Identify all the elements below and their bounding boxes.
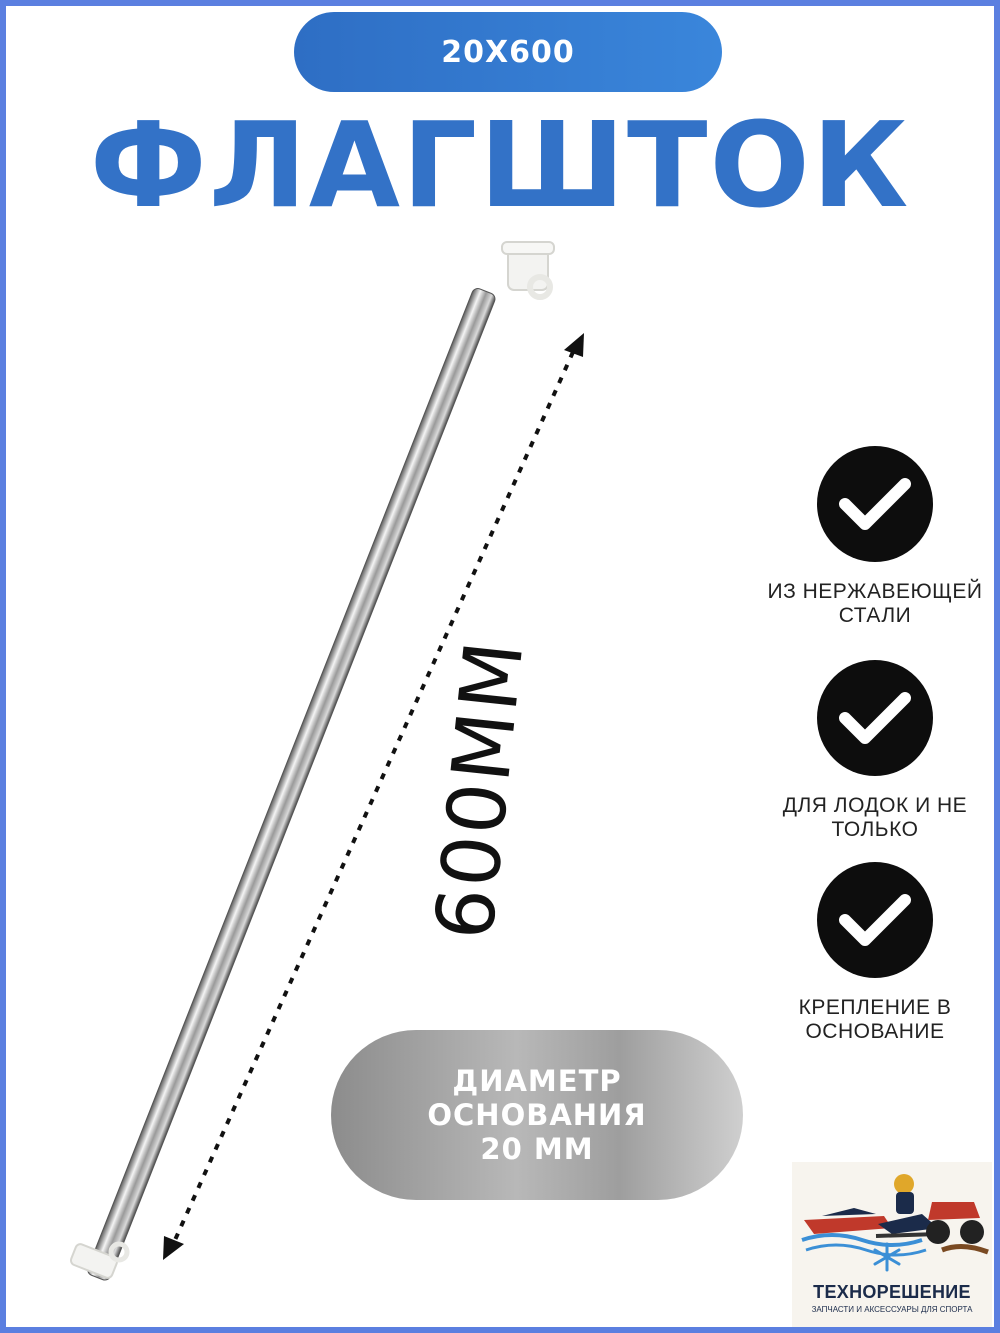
feature-stainless <box>760 446 990 628</box>
feature-mount <box>760 862 990 1044</box>
diameter-badge <box>331 1030 743 1200</box>
brand-tagline: ЗАПЧАСТИ И АКСЕССУАРЫ ДЛЯ СПОРТА <box>811 1305 973 1314</box>
product-title: ФЛАГШТОК <box>89 96 911 234</box>
diameter-line: ДИАМЕТР <box>452 1064 622 1098</box>
brand-logo-art <box>792 1162 992 1282</box>
feature-text: ДЛЯ ЛОДОК И НЕ ТОЛЬКО <box>782 794 968 841</box>
check-icon <box>817 862 933 978</box>
diameter-line: ОСНОВАНИЯ <box>427 1098 647 1132</box>
size-badge-label: 20X600 <box>441 34 575 70</box>
feature-boats <box>760 660 990 842</box>
check-icon <box>817 660 933 776</box>
length-label: 600ММ <box>417 635 542 944</box>
feature-text: ИЗ НЕРЖАВЕЮЩЕЙ СТАЛИ <box>767 580 983 627</box>
feature-text: КРЕПЛЕНИЕ В ОСНОВАНИЕ <box>798 996 952 1043</box>
flagpole-top-cap <box>502 242 554 297</box>
brand-logo <box>792 1162 992 1327</box>
brand-name: ТЕХНОРЕШЕНИЕ <box>813 1282 971 1302</box>
check-icon <box>817 446 933 562</box>
diameter-line: 20 ММ <box>480 1132 594 1166</box>
